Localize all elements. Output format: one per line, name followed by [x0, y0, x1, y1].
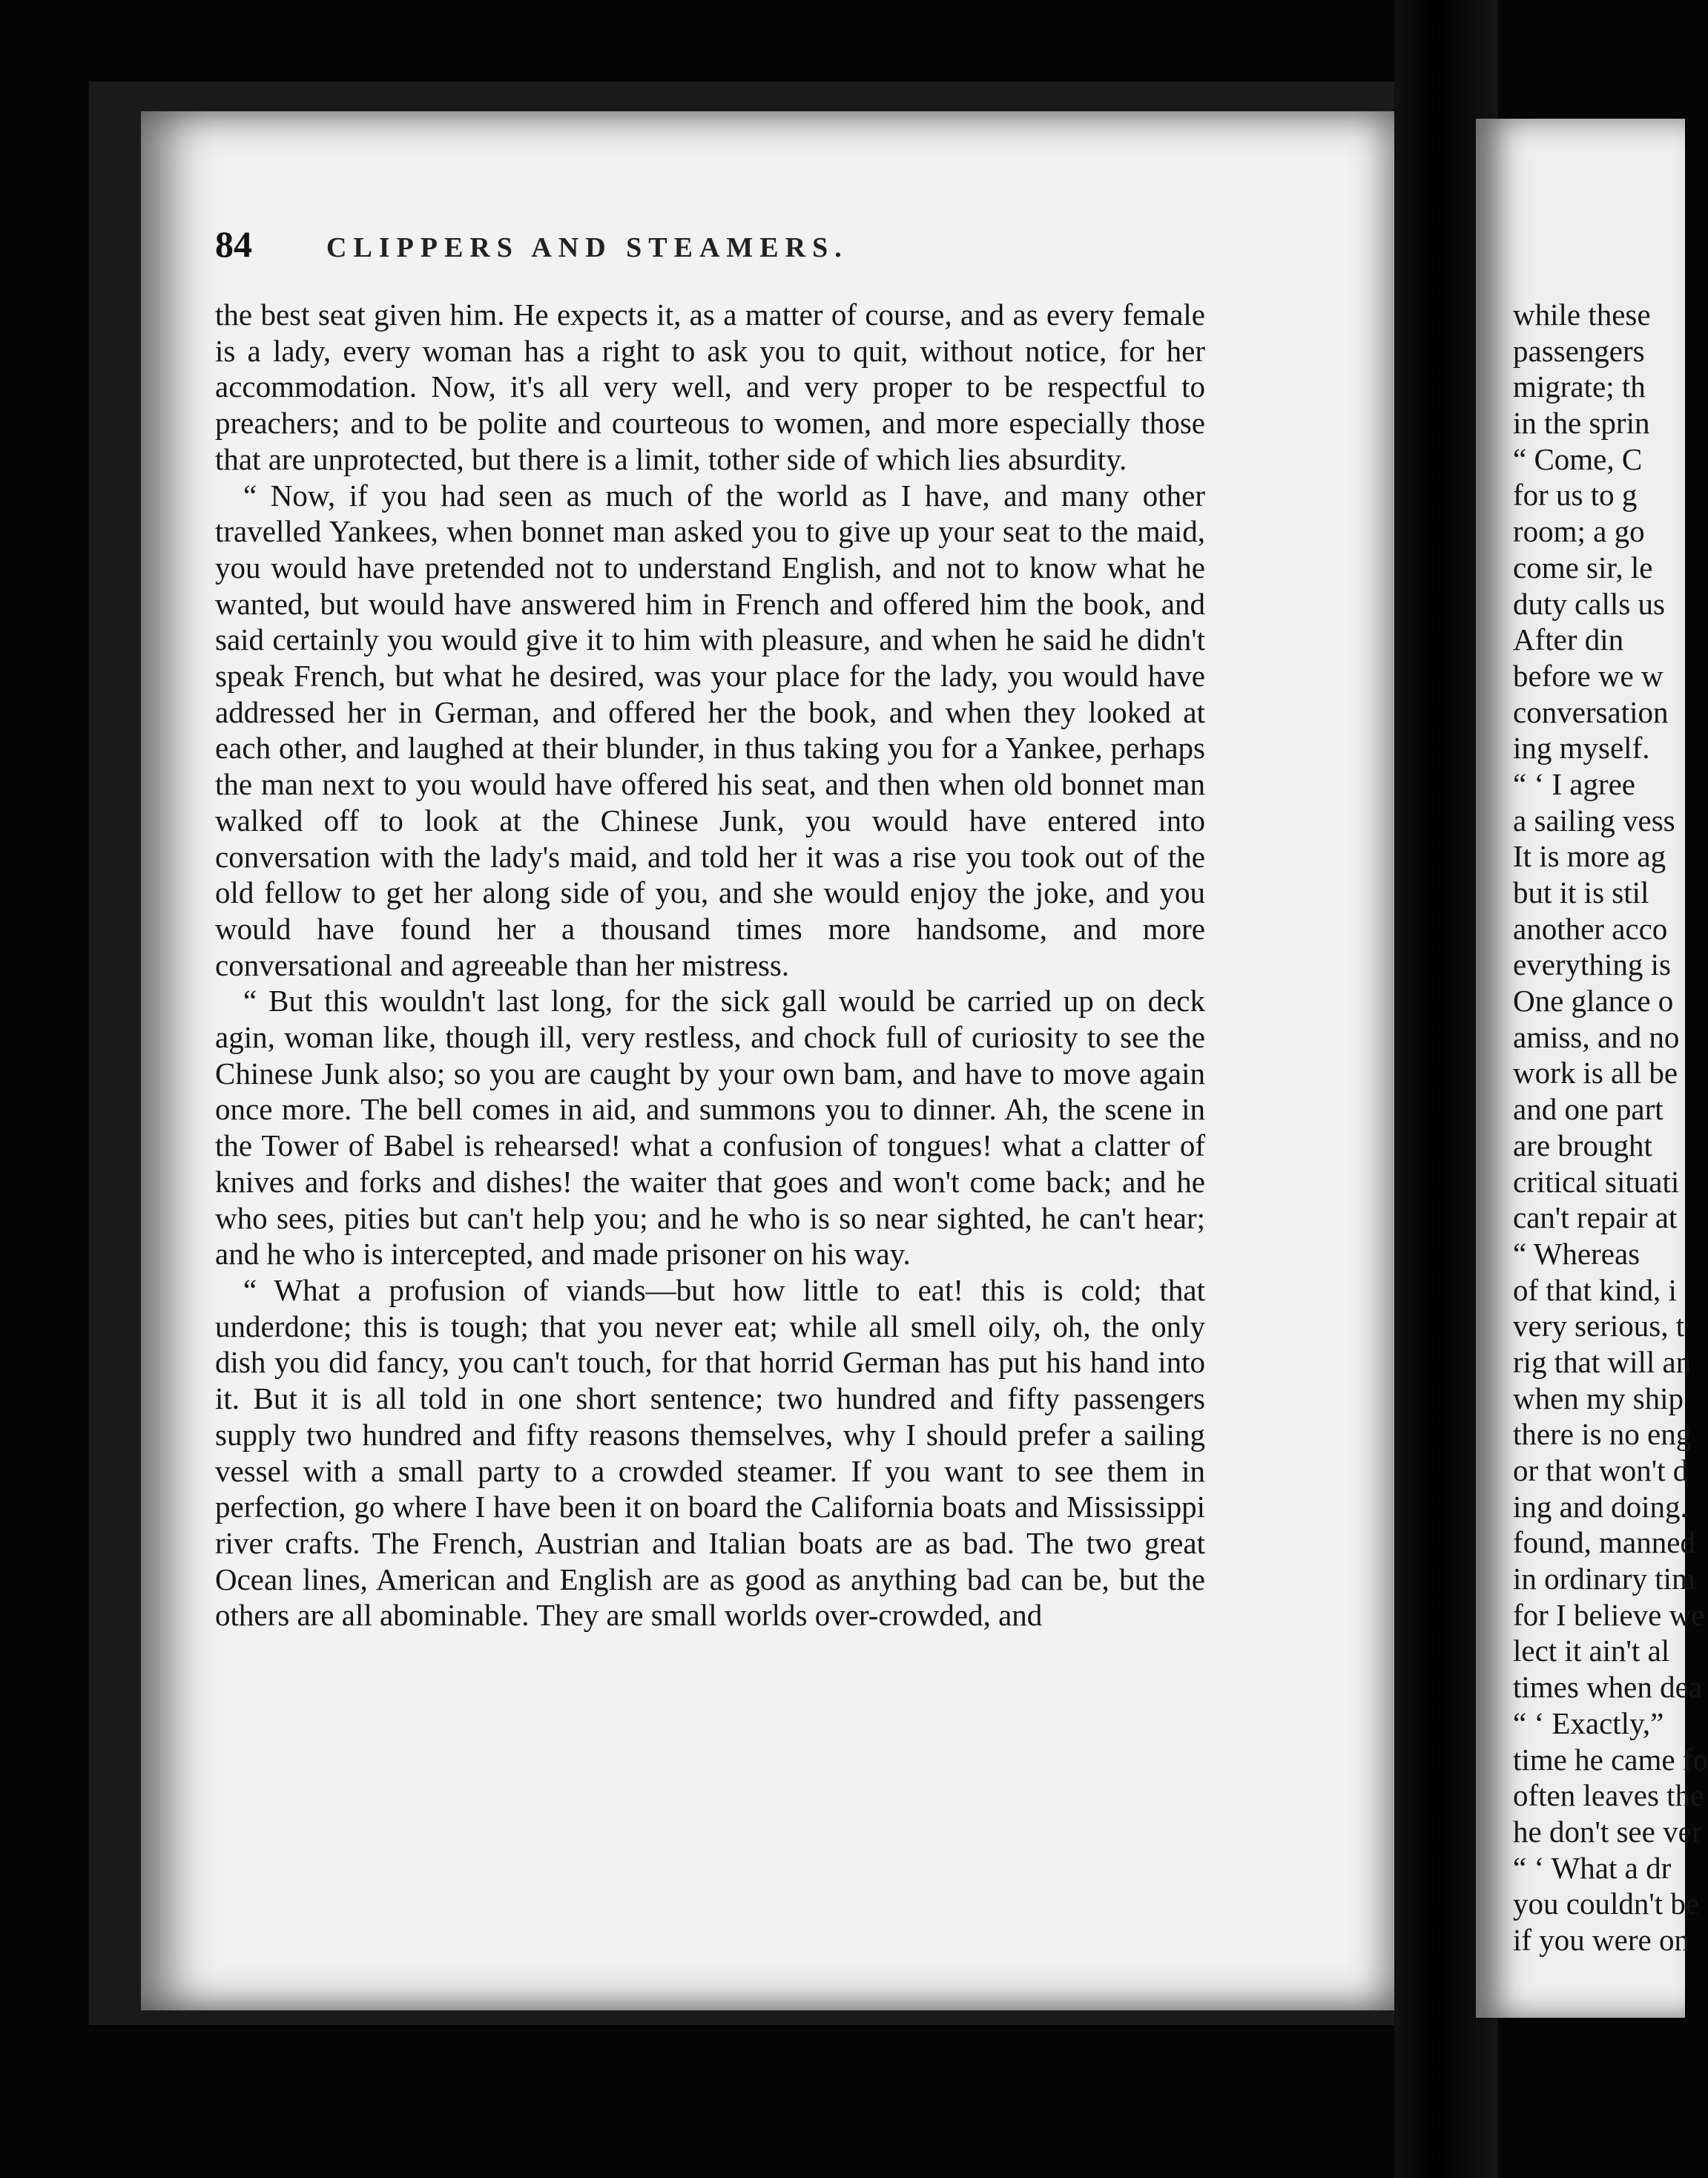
right-page-line: there is no eng: [1513, 1417, 1692, 1452]
right-page-line: amiss, and no: [1513, 1019, 1680, 1054]
right-page-line: a sailing vess: [1513, 803, 1675, 838]
paragraph: “ What a profusion of viands—but how little to eat! this is cold; that underdone; this is tough; that you never eat; while all smell oily, oh, the only dish you did fancy, you can't touch, for that horrid German has put his hand into it. But it is all told in one short sentence; two hundred and fifty passengers supply two hundred and fifty reasons themselves, why I should prefer a sailing vessel with a small party to a crowded steamer. If you want to see them in perfection, go where I have been it on board the California boats and Mississippi river crafts. The French, Austrian and Italian boats are as bad. The two great Ocean lines, American and English are as good as anything bad can be, but the others are all abominable. They are small worlds over-crowded, and: [215, 1272, 1205, 1633]
right-page-line: in the sprin: [1513, 406, 1650, 441]
right-page-line: conversation: [1513, 694, 1669, 729]
right-page-line: before we w: [1513, 658, 1664, 693]
right-page-line: times when dea: [1513, 1670, 1703, 1705]
right-page-line: for us to g: [1513, 478, 1638, 513]
right-page-line: room; a go: [1513, 514, 1645, 549]
right-page-line: he don't see ver: [1513, 1814, 1702, 1849]
right-page-line: are brought: [1513, 1128, 1652, 1162]
right-page-line: and one part: [1513, 1092, 1664, 1127]
paragraph: the best seat given him. He expects it, as a matter of course, and as every female is a lady, every woman has a right to ask you to quit, without notice, for her accommodation. Now, it's all very well, and very proper to be respectful to preachers; and to be polite and courteous to women, and more especially those that are unprotected, but there is a limit, tother side of which lies absurdity.: [215, 297, 1205, 476]
right-page-line: in ordinary tim: [1513, 1562, 1695, 1596]
right-page-line: another acco: [1513, 911, 1668, 946]
right-page-line: very serious, t: [1513, 1309, 1685, 1343]
right-page-line: ing and doing.: [1513, 1489, 1688, 1524]
right-page-line: for I believe we: [1513, 1597, 1705, 1632]
right-page-line: if you were on: [1513, 1922, 1689, 1957]
paragraph: “ But this wouldn't last long, for the sick gall would be carried up on deck agin, woman like, though ill, very restless, and chock full of curiosity to see the Chinese Junk also; so you are caught by your own bam, and have to move again once more. The bell comes in aid, and summons you to dinner. Ah, the scene in the Tower of Babel is rehearsed! what a confusion of tongues! what a clatter of knives and forks and dishes! the waiter that goes and won't come back; and he who sees, pities but can't help you; and he who is so near sighted, he can't hear; and he who is intercepted, and made prisoner on his way.: [215, 984, 1205, 1271]
right-page-line: come sir, le: [1513, 550, 1653, 585]
right-page-line: but it is stil: [1513, 875, 1649, 909]
right-page-fragment: [1513, 297, 1708, 1958]
paragraph: “ Now, if you had seen as much of the world as I have, and many other travelled Yankees, when bonnet man asked you to give up your seat to the maid, you would have pretended not to understand English, and not to know what he wanted, but would have answered him in French and offered him the book, and said certainly you would give it to him with pleasure, and when he said he didn't speak French, but what he desired, was your place for the lady, you would have addressed her in German, and offered her the book, and when they looked at each other, and laughed at their blunder, in thus taking you for a Yankee, perhaps the man next to you would have offered his seat, and then when old bonnet man walked off to look at the Chinese Junk, you would have entered into conversation with the lady's maid, and told her it was a rise you took out of the old fellow to get her along side of you, and she would enjoy the joke, and you would have found her a thousand times more handsome, and more conversational and agreeable than her mistress.: [215, 478, 1205, 982]
right-page-line: duty calls us: [1513, 586, 1665, 621]
right-page-line: “ Come, C: [1513, 441, 1643, 476]
right-page-line: “ Whereas: [1513, 1236, 1641, 1271]
right-page-line: ing myself.: [1513, 731, 1650, 766]
right-page-line: “ ‘ What a dr: [1513, 1850, 1672, 1885]
right-page-line: One glance o: [1513, 984, 1674, 1019]
right-page-line: rig that will an: [1513, 1344, 1692, 1379]
right-page-line: work is all be: [1513, 1056, 1678, 1090]
right-page-line: time he came fo: [1513, 1742, 1708, 1777]
right-page-line: After din: [1513, 622, 1624, 657]
right-page-line: when my ship: [1513, 1381, 1684, 1415]
running-head: [215, 223, 1194, 267]
right-page-line: migrate; th: [1513, 369, 1646, 404]
right-page-line: can't repair at: [1513, 1200, 1678, 1235]
right-page-line: “ ‘ I agree: [1513, 766, 1636, 801]
right-page-line: everything is: [1513, 947, 1671, 982]
right-page-line: of that kind, i: [1513, 1272, 1677, 1307]
page-number: 84: [215, 223, 252, 265]
left-page-body: [215, 297, 1205, 1634]
right-page-line: found, manned: [1513, 1525, 1695, 1560]
right-page-line: often leaves the: [1513, 1778, 1704, 1813]
right-page-line: It is more ag: [1513, 839, 1666, 874]
right-page-line: passengers: [1513, 333, 1645, 368]
running-title: CLIPPERS AND STEAMERS.: [326, 232, 848, 263]
right-page-line: critical situati: [1513, 1164, 1680, 1199]
right-page-line: you couldn't be: [1513, 1886, 1700, 1921]
right-page-line: lect it ain't al: [1513, 1634, 1670, 1668]
right-page-line: while these: [1513, 297, 1651, 332]
right-page-line: or that won't d: [1513, 1453, 1689, 1487]
right-page-line: “ ‘ Exactly,”: [1513, 1705, 1664, 1740]
